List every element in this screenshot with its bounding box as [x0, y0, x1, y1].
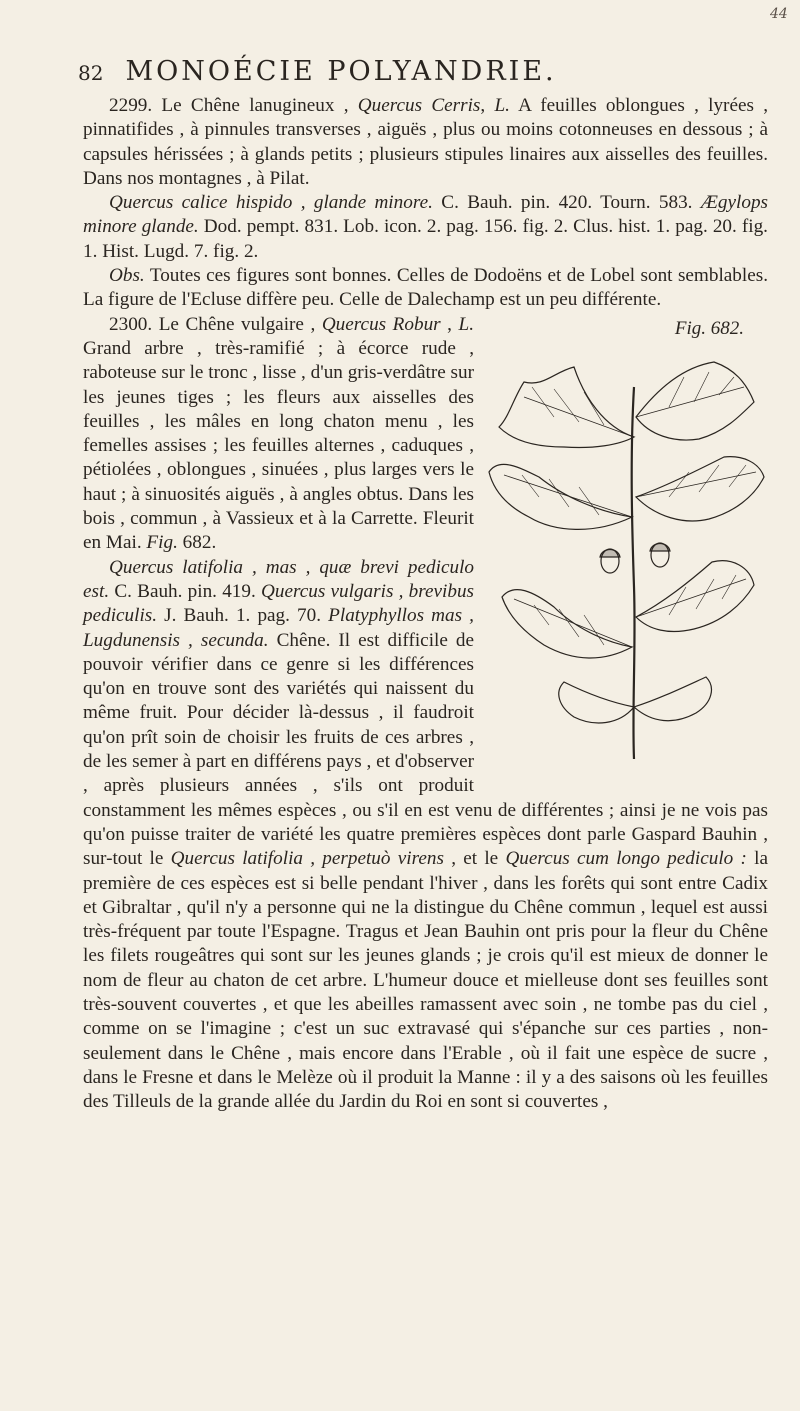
entry-number: 2300. [109, 313, 153, 335]
species-name: Quercus Cerris [357, 95, 481, 116]
acorn [650, 543, 670, 567]
running-head [78, 52, 768, 92]
corner-mark: 44 [770, 6, 788, 22]
branch [632, 387, 635, 759]
oak-leaf [636, 362, 754, 440]
oak-leaf [559, 677, 712, 723]
page-header-title: MONOÉCIE POLYANDRIE. [125, 56, 557, 87]
description: A feuilles oblongues , lyrées , pinnatifides , à pinnules transverses , aiguës , plus ou moins cotonneuses en dessous ; à capsules hérissées ; à glands petits ; plusieurs stipules linaires aux aisselles des feuilles. Dans nos montagnes , à Pilat. [83, 95, 769, 189]
body-text [83, 94, 768, 1114]
oak-leaves-illustration [484, 347, 768, 767]
obs-label: Obs. [109, 265, 145, 287]
oak-leaf [502, 589, 632, 657]
entry-2299-paragraph: 2299. Le Chêne lanugineux , Quercus Cerris, L. A feuilles oblongues , lyrées , pinnatifides , à pinnules transverses , aiguës , plus ou moins cotonneuses en dessous ; à capsules hérissées ; à glands petits ; plusieurs stipules linaires aux aisselles des feuilles. Dans nos montagnes , à Pilat. [83, 95, 769, 189]
figure-caption: Fig. 682. [674, 317, 744, 339]
observation-paragraph: Obs. Toutes ces figures sont bonnes. Celles de Dodoëns et de Lobel sont semblables. La figure de l'Ecluse diffère peu. Celle de Dalechamp est un peu différente. [83, 265, 768, 311]
synonymy-paragraph-2300: Quercus latifolia , mas , quæ brevi pediculo est. C. Bauh. pin. 419. Quercus vulgaris , brevibus pediculis. J. Bauh. 1. pag. 70. Platyphyllos mas , Lugdunensis , secunda. Chêne. Il est difficile de pouvoir vérifier dans ce genre si les différences qu'on en trouve sont des variétés qui naissent du même fruit. Pour décider là-dessus , il faudroit qu'on prît soin de choisir les fruits de ces arbres , de les semer à part en différens pays , et d'observer , après plusieurs années , s'ils ont produit constamment les mêmes espèces , ou s'il en est venu de différentes ; ainsi je ne vois pas qu'on puisse traiter de variété les quatre premières espèces dont parle Gaspard Bauhin , sur-tout le Quercus latifolia , perpetuò virens , et le Quercus cum longo pediculo : la première de ces espèces est si belle pendant l'hiver , dans les forêts qui sont entre Cadix et Gibraltar , qu'il n'y a personne qui ne la distingue du Chêne commun , lequel est aussi très-fréquent par toute l'Espagne. Tragus et Jean Bauhin ont pris pour la fleur du Chêne les filets rougeâtres qui sont sur les jeunes glands ; je crois qu'il est mieux de donner le nom de fleur au chaton de cet arbre. L'humeur douce et mielleuse dont ses feuilles sont très-souvent couvertes , et que les abeilles ramassent avec soin , ne tombe pas du ciel , comme on se l'imagine ; c'est un suc extravasé qui s'épanche sur ces parties , non-seulement dans le Chêne , mais encore dans l'Erable , où il fait une espèce de sucre , dans le Fresne et dans le Melèze où il produit la Manne : il y a des saisons où les feuilles des Tilleuls de la grande allée du Jardin du Roi en sont si couvertes , [83, 556, 769, 1113]
author-abbrev: L. [458, 313, 474, 335]
figure-ref: Fig. [146, 532, 178, 554]
acorn [600, 549, 620, 573]
synonymy-paragraph: Quercus calice hispido , glande minore. C. Bauh. pin. 420. Tourn. 583. Ægylops minore glande. Dod. pempt. 831. Lob. icon. 2. pag. 156. fig. 2. Clus. hist. 1. pag. 20. fig. 1. Hist. Lugd. 7. fig. 2. [83, 192, 768, 262]
oak-leaf [499, 367, 634, 448]
oak-leaf [489, 464, 632, 529]
oak-leaf [636, 456, 764, 520]
author-abbrev: L. [494, 95, 510, 116]
page-number: 82 [78, 61, 104, 85]
oak-leaf [636, 560, 754, 631]
species-name: Quercus Robur [321, 313, 441, 335]
description: Grand arbre , très-ramifié ; à écorce rude , raboteuse sur le tronc , lisse , d'un gris-verdâtre sur les jeunes tiges ; les fleurs aux aisselles des feuilles , les mâles en long chaton menu , les femelles assises ; les feuilles alternes , caduques , pétiolées , oblongues , sinuées , plus larges vers le haut ; à sinuosités aiguës , à angles obtus. Dans les bois , commun , à Vassieux et à la Carrette. Fleurit en Mai. [83, 337, 474, 554]
figure-682 [484, 319, 768, 786]
entry-number: 2299. [109, 95, 153, 116]
entry-2300-paragraph: 2300. Le Chêne vulgaire , Quercus Robur , L. Grand arbre , très-ramifié ; à écorce rude , raboteuse sur le tronc , lisse , d'un gris-verdâtre sur les jeunes tiges ; les fleurs aux aisselles des feuilles , les mâles en long chaton menu , les femelles assises ; les feuilles alternes , caduques , pétiolées , oblongues , sinuées , plus larges vers le haut ; à sinuosités aiguës , à angles obtus. Dans les bois , commun , à Vassieux et à la Carrette. Fleurit en Mai. Fig. 682. [83, 313, 474, 554]
